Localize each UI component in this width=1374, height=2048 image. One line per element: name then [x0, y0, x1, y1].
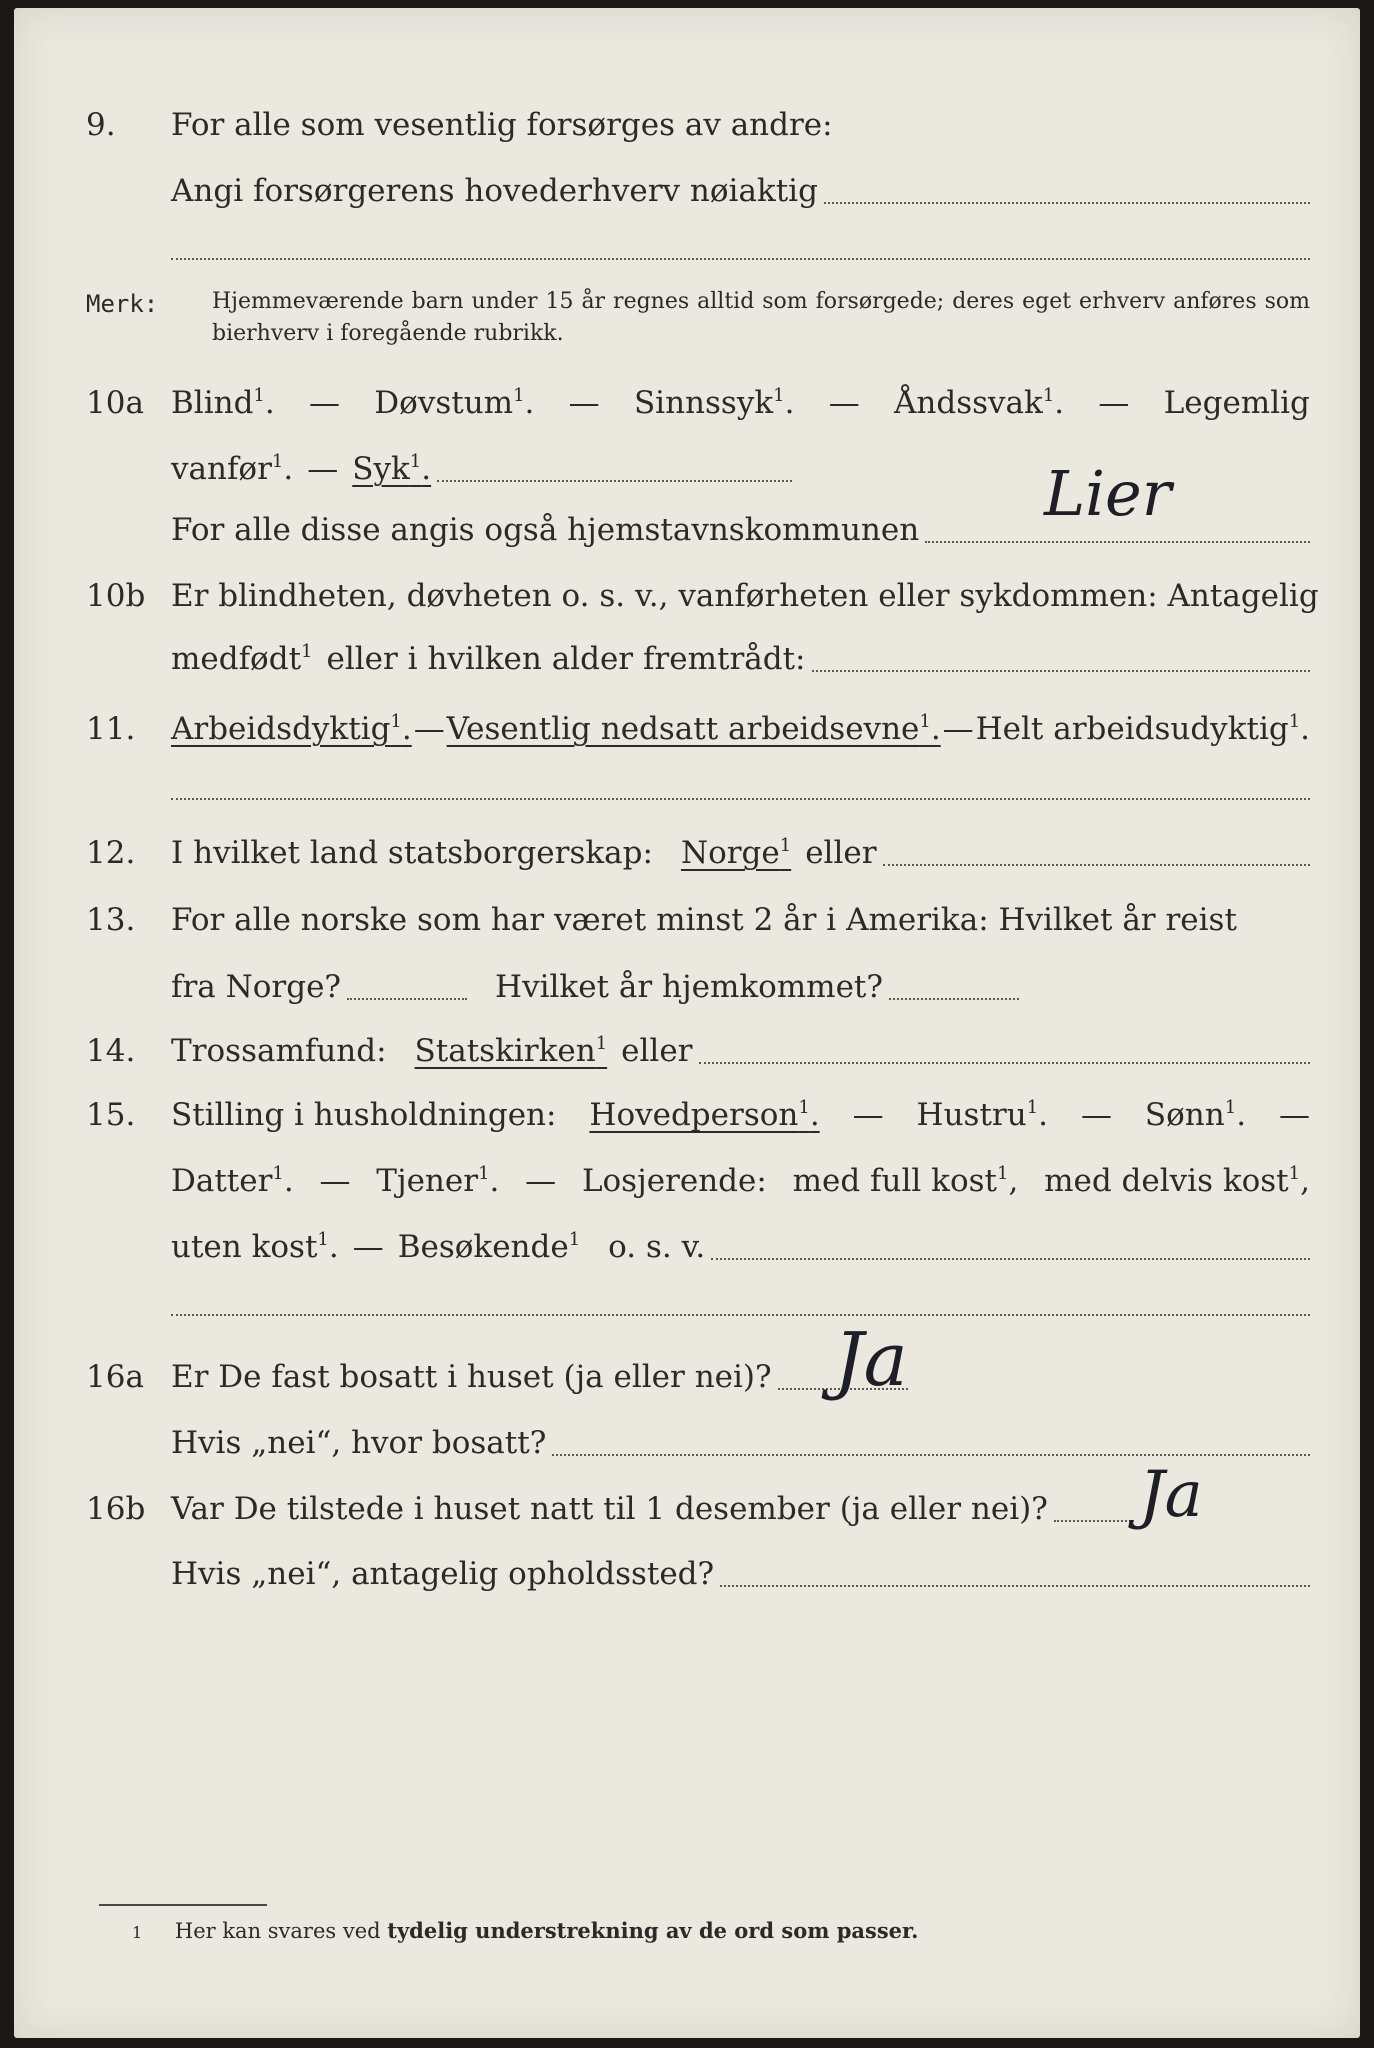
question-text: eller	[621, 1033, 693, 1069]
answer-line[interactable]	[171, 798, 1310, 800]
option-full-kost[interactable]: med full kost$^1$,	[792, 1163, 1019, 1199]
question-10b	[14, 571, 1360, 621]
footnote-text: Her kan svares ved	[174, 1919, 381, 1943]
question-text: Var De tilstede i huset natt til 1 desember (ja eller nei)?	[171, 1491, 1048, 1527]
question-text: Angi forsørgerens hovederhverv nøiaktig	[171, 173, 818, 209]
option-tjener[interactable]: Tjener$^1$.	[376, 1163, 500, 1199]
question-16b-line-2	[14, 1549, 1360, 1599]
question-16a	[14, 1352, 1360, 1402]
question-text: Er blindheten, døvheten o. s. v., vanførheten eller sykdommen: Antagelig	[171, 578, 1319, 614]
note-merk	[14, 286, 1360, 366]
footnote-mark: 1	[773, 385, 785, 406]
stilling-field[interactable]	[711, 1258, 1310, 1260]
question-text: For alle norske som har været minst 2 år i Amerika: Hvilket år reist	[171, 902, 1237, 938]
answer-field[interactable]	[812, 670, 1310, 672]
question-15	[14, 1090, 1360, 1140]
option-vesentlig-nedsatt[interactable]: Vesentlig nedsatt arbeidsevne$^1$.	[446, 711, 941, 747]
separator: —	[525, 1163, 557, 1199]
separator: —	[1278, 1097, 1310, 1133]
question-text: fra Norge?	[171, 969, 342, 1005]
option-dovstum[interactable]: Døvstum	[374, 385, 514, 421]
option-delvis-kost[interactable]: med delvis kost$^1$,	[1044, 1163, 1310, 1199]
hjemstavnskommune-field[interactable]	[925, 541, 1310, 543]
handwritten-answer-lier: Lier	[1044, 457, 1172, 530]
question-text: Hvilket år hjemkommet?	[495, 969, 884, 1005]
question-9-line-2	[14, 166, 1360, 216]
option-medfodt[interactable]: medfødt$^1$	[171, 641, 313, 677]
option-sonn[interactable]: Sønn$^1$.	[1144, 1097, 1247, 1133]
opholdssted-field[interactable]	[720, 1585, 1310, 1587]
separator: —	[568, 385, 600, 421]
option-besokende[interactable]: Besøkende$^1$	[397, 1229, 581, 1265]
question-number: 9.	[86, 107, 116, 143]
question-10a: 10a Blind$^1$. — Døvstum$^1$. — Sinnssyk$^1$. — Åndssvak$^1$. — Legemlig	[14, 378, 1360, 428]
question-text: Hvis „nei“, hvor bosatt?	[171, 1425, 547, 1461]
trossamfund-field[interactable]	[699, 1062, 1311, 1064]
question-text: Trossamfund:	[171, 1033, 387, 1069]
separator: —	[828, 385, 860, 421]
question-10b-line-2	[14, 634, 1360, 684]
option-hovedperson[interactable]: Hovedperson$^1$.	[589, 1097, 820, 1133]
question-text: eller	[805, 835, 877, 871]
question-number: 16b	[86, 1491, 146, 1527]
footnote-text-bold: tydelig understrekning av de ord som passer.	[387, 1918, 919, 1943]
option-hustru[interactable]: Hustru$^1$.	[916, 1097, 1049, 1133]
footnote-rule	[99, 1904, 267, 1906]
option-norge[interactable]: Norge$^1$	[680, 835, 792, 871]
option-syk[interactable]: Syk$^1$.	[352, 451, 432, 487]
option-helt-arbeidsudyktig[interactable]: Helt arbeidsudyktig$^1$.	[975, 711, 1311, 747]
separator: —	[413, 711, 445, 747]
census-form-page	[14, 8, 1360, 2038]
footnote-mark: 1	[132, 1923, 143, 1942]
option-statskirken[interactable]: Statskirken$^1$	[414, 1033, 608, 1069]
hjemkommet-year-field[interactable]	[889, 998, 1019, 1000]
option-sinnssyk[interactable]: Sinnssyk	[633, 385, 774, 421]
question-text: Hvis „nei“, antagelig opholdssted?	[171, 1556, 715, 1592]
option-datter[interactable]: Datter$^1$.	[171, 1163, 294, 1199]
question-text: eller i hvilken alder fremtrådt:	[326, 641, 806, 677]
note-text: Hjemmeværende barn under 15 år regnes alltid som forsørgede; deres eget erhverv anføres som bierhverv i foregående rubrikk.	[212, 289, 1310, 346]
option-andssvak[interactable]: Åndssvak	[894, 385, 1043, 421]
question-number: 13.	[86, 902, 136, 938]
separator: —	[319, 1163, 351, 1199]
question-13-line-2	[14, 962, 1360, 1012]
separator: —	[1098, 385, 1130, 421]
statsborgerskap-field[interactable]	[883, 864, 1310, 866]
separator: —	[309, 385, 341, 421]
question-text: I hvilket land statsborgerskap:	[171, 835, 653, 871]
question-text: Stilling i husholdningen:	[171, 1097, 557, 1133]
option-legemlig[interactable]: Legemlig	[1163, 385, 1310, 421]
option-vanfor[interactable]: vanfør$^1$.	[171, 451, 294, 487]
footnote-mark: 1	[513, 385, 525, 406]
question-12	[14, 828, 1360, 878]
question-11	[14, 704, 1360, 754]
question-number: 12.	[86, 835, 136, 871]
question-number: 10b	[86, 578, 146, 614]
question-number: 11.	[86, 711, 136, 747]
reist-year-field[interactable]	[347, 998, 467, 1000]
answer-line[interactable]	[171, 1314, 1310, 1316]
footnote-mark: 1	[1042, 385, 1055, 406]
question-15-line-3	[14, 1222, 1360, 1272]
answer-field[interactable]	[824, 202, 1310, 204]
note-label: Merk:	[86, 290, 159, 318]
separator: —	[852, 1097, 884, 1133]
question-9	[14, 100, 1360, 150]
question-14	[14, 1026, 1360, 1076]
question-15-line-2	[14, 1156, 1360, 1206]
option-blind[interactable]: Blind	[171, 385, 254, 421]
answer-field[interactable]	[437, 480, 792, 482]
separator: —	[942, 711, 974, 747]
separator: —	[307, 451, 339, 487]
option-uten-kost[interactable]: uten kost$^1$.	[171, 1229, 339, 1265]
footnote	[132, 1916, 918, 1948]
question-number: 14.	[86, 1033, 136, 1069]
question-text: Er De fast bosatt i huset (ja eller nei)?	[171, 1359, 772, 1395]
separator: —	[1080, 1097, 1112, 1133]
question-text: o. s. v.	[608, 1229, 706, 1265]
question-text: For alle som vesentlig forsørges av andre:	[171, 107, 833, 143]
answer-line[interactable]	[171, 258, 1310, 260]
question-number: 15.	[86, 1097, 136, 1133]
footnote-mark: 1	[253, 385, 265, 406]
question-text: For alle disse angis også hjemstavnskommunen	[171, 512, 920, 548]
bosatt-where-field[interactable]	[552, 1454, 1310, 1456]
handwritten-answer-ja: Ja	[1139, 1458, 1203, 1532]
handwritten-answer-ja: Ja	[834, 1317, 908, 1403]
option-arbeidsdyktig[interactable]: Arbeidsdyktig$^1$.	[171, 711, 412, 747]
separator: —	[352, 1229, 384, 1265]
question-number: 16a	[86, 1359, 144, 1395]
tilstede-answer-field[interactable]	[1054, 1520, 1134, 1522]
question-text: Losjerende:	[581, 1163, 767, 1199]
question-13	[14, 895, 1360, 945]
question-number: 10a	[86, 385, 144, 421]
